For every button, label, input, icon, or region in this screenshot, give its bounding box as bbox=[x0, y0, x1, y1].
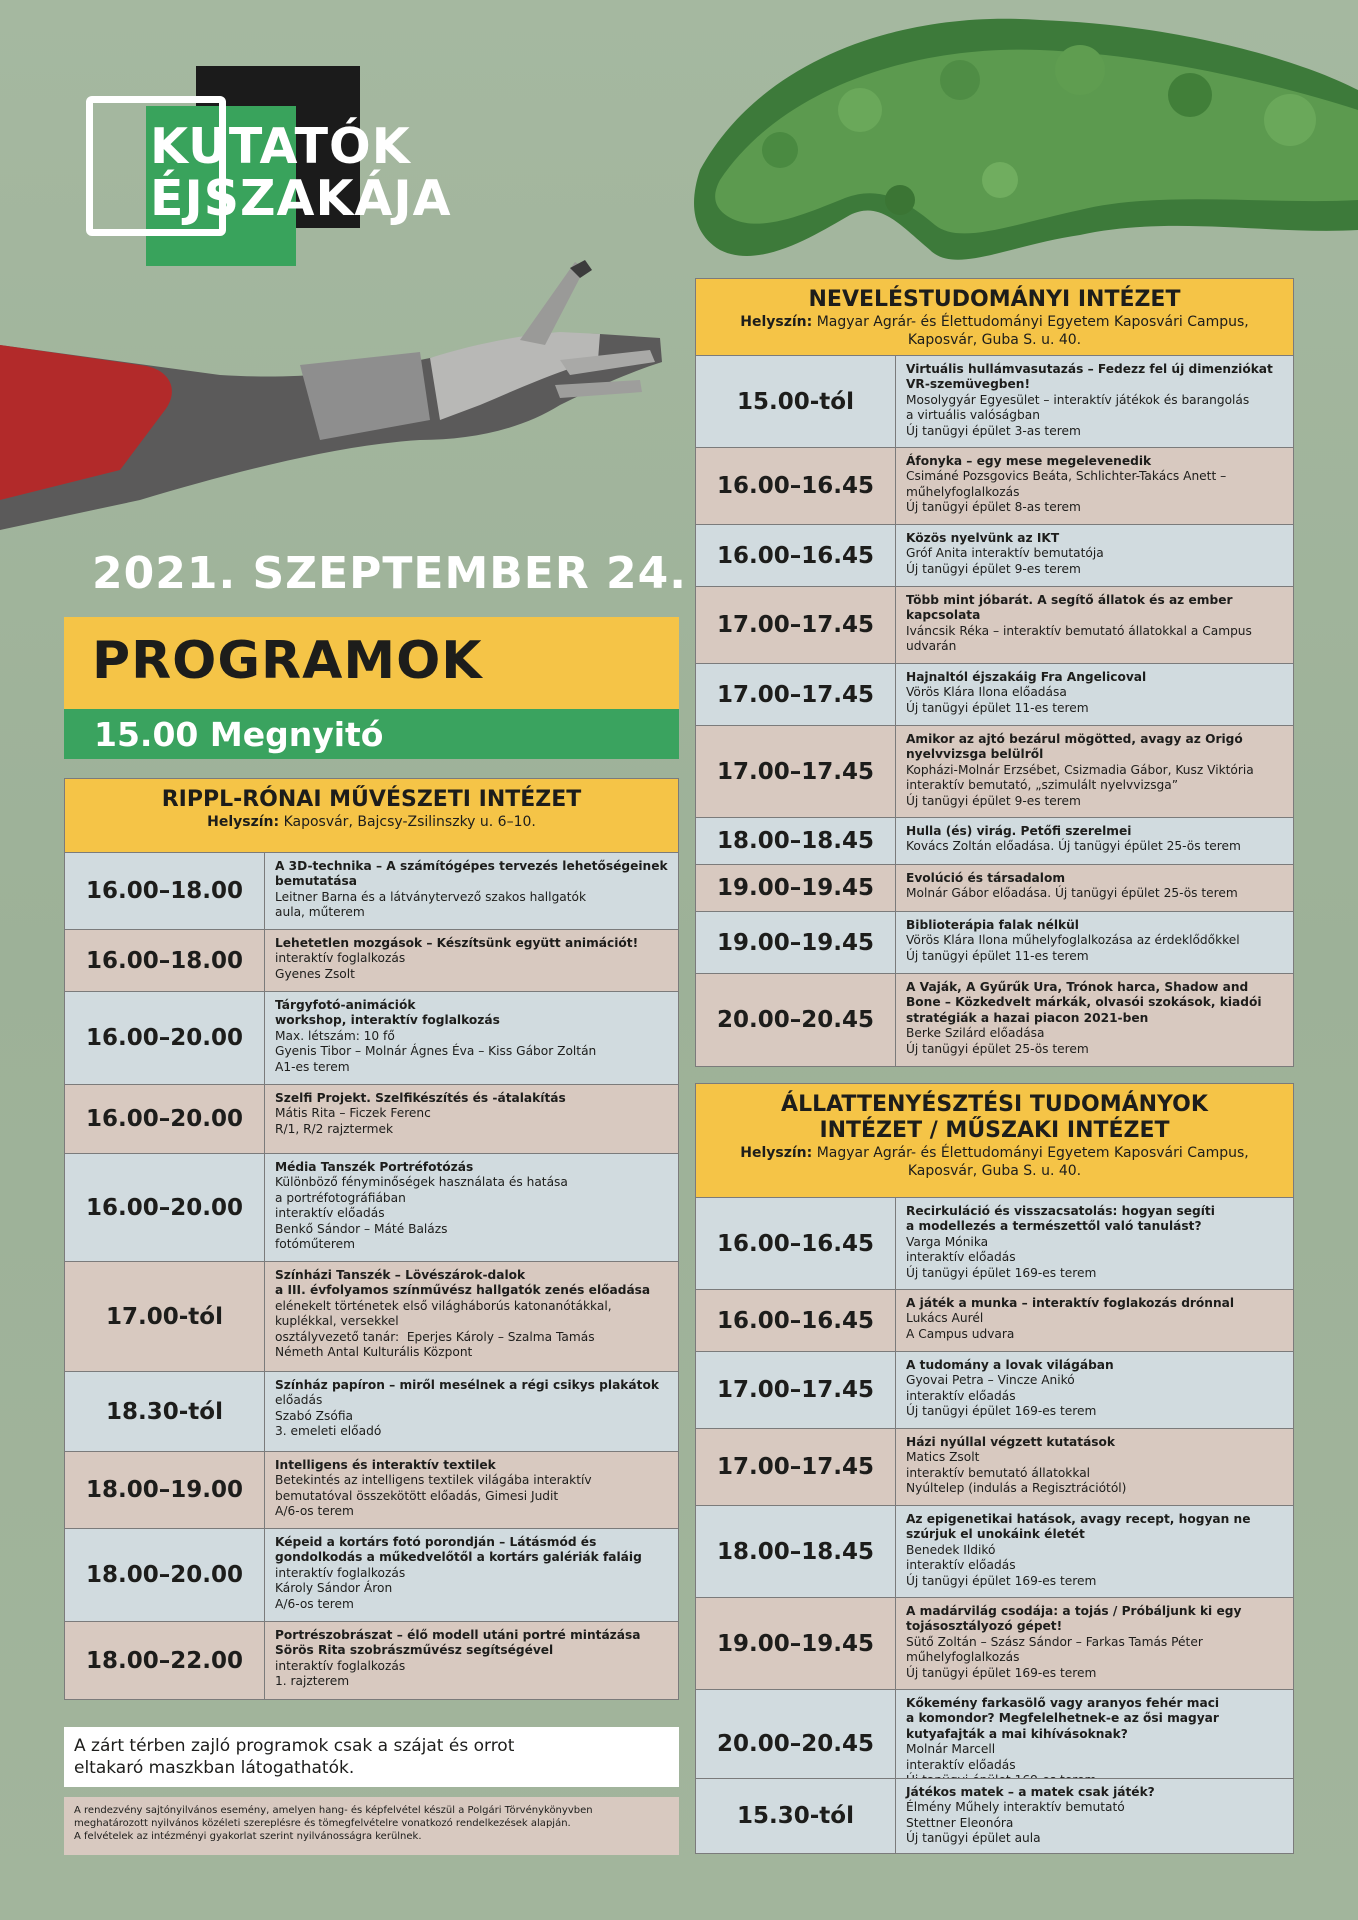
program-detail-line: elénekelt történetek első világháborús katonanótákkal, bbox=[275, 1298, 612, 1313]
program-title-line: Színház papíron – miről mesélnek a régi csikys plakátok bbox=[275, 1378, 659, 1392]
program-row bbox=[696, 448, 1293, 525]
program-time: 18.30-tól bbox=[65, 1372, 265, 1451]
program-row bbox=[65, 853, 678, 930]
section-rippl-ronai bbox=[64, 778, 679, 1700]
location-label: Helyszín: bbox=[207, 814, 280, 830]
program-detail-line: Max. létszám: 10 fő bbox=[275, 1028, 395, 1043]
program-detail-line: interaktív bemutató állatokkal bbox=[906, 1465, 1091, 1480]
program-detail-line: Molnár Marcell bbox=[906, 1742, 996, 1757]
program-title-line: Recirkuláció és visszacsatolás: hogyan segíti bbox=[906, 1204, 1215, 1218]
section-header bbox=[65, 779, 678, 853]
program-title-line: A Vaják, A Gyűrűk Ura, Trónok harca, Shadow and bbox=[906, 980, 1249, 994]
program-row bbox=[696, 356, 1293, 448]
program-title-line: Kőkemény farkasölő vagy aranyos fehér maci bbox=[906, 1696, 1220, 1710]
program-time: 19.00–19.45 bbox=[696, 1598, 896, 1689]
program-description bbox=[896, 587, 1262, 663]
program-row bbox=[696, 1352, 1293, 1429]
program-time: 17.00–17.45 bbox=[696, 1429, 896, 1505]
program-detail-line: interaktív előadás bbox=[275, 1206, 385, 1221]
program-detail-line: interaktív foglalkozás bbox=[275, 1658, 406, 1673]
program-description bbox=[265, 1622, 650, 1699]
program-time: 15.00-tól bbox=[696, 356, 896, 447]
program-title-line: gondolkodás a műkedvelőtől a kortárs galériák faláig bbox=[275, 1550, 642, 1565]
section-title: NEVELÉSTUDOMÁNYI INTÉZET bbox=[808, 287, 1181, 312]
program-time: 18.00–18.45 bbox=[696, 1506, 896, 1597]
program-time: 20.00–20.45 bbox=[696, 974, 896, 1066]
program-detail-line: Új tanügyi épület 169-es terem bbox=[906, 1265, 1097, 1280]
notice-line: A zárt térben zajló programok csak a szájat és orrot bbox=[74, 1736, 515, 1756]
program-detail-line: Kopházi-Molnár Erzsébet, Csizmadia Gábor, Kusz Viktória bbox=[906, 762, 1254, 777]
program-time: 17.00-tól bbox=[65, 1262, 265, 1371]
location-label: Helyszín: bbox=[740, 1145, 813, 1161]
program-row bbox=[696, 1506, 1293, 1598]
program-description bbox=[896, 1352, 1124, 1428]
program-detail-line: Mátis Rita – Ficzek Ferenc bbox=[275, 1106, 431, 1121]
program-detail-line: Különböző fényminőségek használata és hatása bbox=[275, 1175, 568, 1190]
program-row bbox=[696, 1429, 1293, 1506]
program-detail-line: Károly Sándor Áron bbox=[275, 1581, 393, 1596]
program-title-line: Hulla (és) virág. Petőfi szerelmei bbox=[906, 824, 1132, 838]
program-row bbox=[65, 1085, 678, 1154]
kutatok-ejszakaja-logo bbox=[86, 66, 486, 266]
program-detail-line: Szabó Zsófia bbox=[275, 1408, 353, 1423]
program-description bbox=[896, 356, 1283, 447]
program-detail-line: udvarán bbox=[906, 639, 957, 654]
program-row bbox=[696, 1779, 1293, 1853]
notice-line: eltakaró maszkban látogathatók. bbox=[74, 1758, 355, 1778]
program-time: 16.00–18.00 bbox=[65, 853, 265, 929]
program-detail-line: fotóműterem bbox=[275, 1237, 355, 1252]
section-extra bbox=[695, 1778, 1294, 1854]
program-detail-line: osztályvezető tanár: Eperjes Károly – Szalma Tamás bbox=[275, 1329, 595, 1344]
program-detail-line: interaktív foglalkozás bbox=[275, 1565, 406, 1580]
section-location bbox=[696, 313, 1293, 331]
program-detail-line: műhelyfoglalkozás bbox=[906, 1650, 1020, 1665]
program-detail-line: Új tanügyi épület aula bbox=[906, 1831, 1041, 1846]
program-time: 20.00–20.45 bbox=[696, 1690, 896, 1798]
program-detail-line: Új tanügyi épület 3-as terem bbox=[906, 423, 1081, 438]
program-time: 15.30-tól bbox=[696, 1779, 896, 1853]
program-row bbox=[65, 930, 678, 992]
program-title-line: tojásosztályozó gépet! bbox=[906, 1619, 1063, 1634]
program-description bbox=[896, 664, 1156, 725]
program-title-line: Áfonyka – egy mese megelevenedik bbox=[906, 454, 1152, 468]
section-title: INTÉZET / MŰSZAKI INTÉZET bbox=[819, 1118, 1170, 1143]
program-detail-line: a virtuális valóságban bbox=[906, 408, 1040, 423]
program-detail-line: Leitner Barna és a látványtervező szakos hallgatók bbox=[275, 889, 587, 904]
program-title-line: Tárgyfotó-animációk bbox=[275, 998, 416, 1012]
program-detail-line: Új tanügyi épület 9-es terem bbox=[906, 561, 1081, 576]
program-detail-line: 3. emeleti előadó bbox=[275, 1424, 382, 1439]
program-description bbox=[265, 992, 606, 1084]
program-description bbox=[265, 1529, 652, 1621]
program-detail-line: Stettner Eleonóra bbox=[906, 1815, 1014, 1830]
program-detail-line: a portréfotográfiában bbox=[275, 1190, 406, 1205]
program-time: 16.00–16.45 bbox=[696, 1198, 896, 1289]
program-title-line: a komondor? Megfelelhetnek-e az ősi magyar bbox=[906, 1711, 1219, 1726]
green-leaf-hand-illustration bbox=[694, 19, 1358, 260]
program-detail-line: Új tanügyi épület 169-es terem bbox=[906, 1573, 1097, 1588]
program-detail-line: műhelyfoglalkozás bbox=[906, 484, 1020, 499]
program-time: 19.00–19.45 bbox=[696, 912, 896, 973]
programs-heading: PROGRAMOK bbox=[92, 631, 483, 691]
program-detail-line: Iváncsik Réka – interaktív bemutató állatokkal a Campus bbox=[906, 623, 1252, 638]
section-title: RIPPL-RÓNAI MŰVÉSZETI INTÉZET bbox=[161, 787, 582, 812]
program-title-line: A tudomány a lovak világában bbox=[906, 1358, 1114, 1372]
program-time: 17.00–17.45 bbox=[696, 664, 896, 725]
location-text: Magyar Agrár- és Élettudományi Egyetem Kaposvári Campus, bbox=[816, 314, 1249, 330]
program-time: 16.00–18.00 bbox=[65, 930, 265, 991]
program-detail-line: Új tanügyi épület 169-es terem bbox=[906, 1404, 1097, 1419]
program-detail-line: A/6-os terem bbox=[275, 1504, 354, 1519]
program-title-line: Média Tanszék Portréfotózás bbox=[275, 1160, 474, 1174]
program-title-line: Portrészobrászat – élő modell utáni portré mintázása bbox=[275, 1628, 641, 1642]
program-description bbox=[896, 818, 1251, 864]
program-time: 16.00–16.45 bbox=[696, 525, 896, 586]
program-description bbox=[265, 853, 678, 929]
program-title-line: A madárvilág csodája: a tojás / Próbáljunk ki egy bbox=[906, 1604, 1242, 1618]
program-time: 18.00–18.45 bbox=[696, 818, 896, 864]
section-location bbox=[696, 331, 1293, 349]
section-location bbox=[696, 1144, 1293, 1162]
program-title-line: Közös nyelvünk az IKT bbox=[906, 531, 1060, 545]
program-row bbox=[696, 587, 1293, 664]
program-description bbox=[265, 1372, 669, 1451]
program-title-line: Evolúció és társadalom bbox=[906, 871, 1066, 885]
program-detail-line: Új tanügyi épület 25-ös terem bbox=[906, 1041, 1089, 1056]
program-time: 16.00–16.45 bbox=[696, 1290, 896, 1351]
program-description bbox=[265, 930, 648, 991]
program-time: 17.00–17.45 bbox=[696, 587, 896, 663]
opening-banner bbox=[64, 709, 679, 759]
program-detail-line: Új tanügyi épület 9-es terem bbox=[906, 793, 1081, 808]
program-detail-line: Gyenes Zsolt bbox=[275, 966, 355, 981]
program-detail-line: előadás bbox=[275, 1393, 323, 1408]
legal-line: meghatározott nyilvános közéleti szereplésre és tömegfelvételre vonatkozó rendelkezések alapján. bbox=[74, 1818, 571, 1829]
mask-notice bbox=[64, 1727, 679, 1787]
program-time: 16.00–20.00 bbox=[65, 1085, 265, 1153]
program-detail-line: interaktív előadás bbox=[906, 1558, 1016, 1573]
program-detail-line: Nyúltelep (indulás a Regisztrációtól) bbox=[906, 1481, 1127, 1496]
program-title-line: Hajnaltól éjszakáig Fra Angelicoval bbox=[906, 670, 1147, 684]
program-row bbox=[65, 992, 678, 1085]
program-detail-line: aula, műterem bbox=[275, 905, 365, 920]
program-detail-line: Lukács Aurél bbox=[906, 1311, 984, 1326]
program-title-line: A 3D-technika – A számítógépes tervezés lehetőségeinek bbox=[275, 859, 668, 873]
section-header bbox=[696, 1084, 1293, 1198]
program-row bbox=[65, 1372, 678, 1452]
program-row bbox=[65, 1529, 678, 1622]
program-detail-line: Gróf Anita interaktív bemutatója bbox=[906, 546, 1104, 561]
program-detail-line: Mosolygyár Egyesület – interaktív játékok és barangolás bbox=[906, 392, 1250, 407]
program-description bbox=[896, 912, 1250, 973]
program-title-line: workshop, interaktív foglalkozás bbox=[275, 1013, 500, 1028]
legal-line: A rendezvény sajtónyilvános esemény, amelyen hang- és képfelvétel készül a Polgári Törvénykönyvben bbox=[74, 1805, 593, 1816]
program-title-line: A játék a munka – interaktív foglakozás drónnal bbox=[906, 1296, 1235, 1310]
program-title-line: VR-szemüvegben! bbox=[906, 377, 1031, 392]
program-title-line: kapcsolata bbox=[906, 608, 981, 623]
section-neveles bbox=[695, 278, 1294, 1067]
program-row bbox=[696, 865, 1293, 912]
program-detail-line: Új tanügyi épület 11-es terem bbox=[906, 700, 1089, 715]
program-row bbox=[696, 818, 1293, 865]
program-detail-line: Élmény Műhely interaktív bemutató bbox=[906, 1800, 1125, 1815]
program-row bbox=[65, 1154, 678, 1262]
program-description bbox=[896, 974, 1272, 1066]
program-title-line: Képeid a kortárs fotó porondján – Látásmód és bbox=[275, 1535, 597, 1549]
program-description bbox=[896, 1506, 1260, 1597]
program-description bbox=[896, 865, 1248, 911]
program-detail-line: Vörös Klára Ilona műhelyfoglalkozása az érdeklődőkkel bbox=[906, 933, 1240, 948]
program-title-line: Az epigenetikai hatások, avagy recept, hogyan ne bbox=[906, 1512, 1251, 1526]
legal-line: A felvételek az intézményi gyakorlat szerint nyilvánosságra kerülnek. bbox=[74, 1831, 422, 1842]
program-description bbox=[896, 726, 1264, 817]
program-detail-line: Benedek Ildikó bbox=[906, 1542, 996, 1557]
location-label: Helyszín: bbox=[740, 314, 813, 330]
program-detail-line: Gyenis Tibor – Molnár Ágnes Éva – Kiss Gábor Zoltán bbox=[275, 1044, 597, 1059]
program-title-line: a modellezés a természettől való tanulást? bbox=[906, 1219, 1202, 1234]
program-time: 16.00–16.45 bbox=[696, 448, 896, 524]
location-text: Magyar Agrár- és Élettudományi Egyetem Kaposvári Campus, bbox=[816, 1145, 1249, 1161]
program-detail-line: interaktív előadás bbox=[906, 1757, 1016, 1772]
program-description bbox=[896, 1429, 1136, 1505]
program-title-line: Szelfi Projekt. Szelfikészítés és -átalakítás bbox=[275, 1091, 566, 1105]
program-title-line: Intelligens és interaktív textilek bbox=[275, 1458, 496, 1472]
program-title-line: Bone – Közkedvelt márkák, olvasói szokások, kiadói bbox=[906, 995, 1262, 1010]
program-detail-line: Csimáné Pozsgovics Beáta, Schlichter-Takács Anett – bbox=[906, 469, 1227, 484]
program-detail-line: Betekintés az intelligens textilek világába interaktív bbox=[275, 1473, 592, 1488]
program-row bbox=[696, 726, 1293, 818]
program-row bbox=[696, 912, 1293, 974]
programs-banner bbox=[64, 617, 679, 709]
program-description bbox=[896, 1290, 1244, 1351]
program-detail-line: Molnár Gábor előadása. Új tanügyi épület 25-ös terem bbox=[906, 886, 1238, 901]
program-detail-line: Új tanügyi épület 11-es terem bbox=[906, 948, 1089, 963]
program-title-line: Házi nyúllal végzett kutatások bbox=[906, 1435, 1116, 1449]
program-description bbox=[265, 1452, 602, 1528]
program-detail-line: kuplékkal, versekkel bbox=[275, 1314, 399, 1329]
program-detail-line: R/1, R/2 rajztermek bbox=[275, 1121, 394, 1136]
program-title-line: szúrjuk el unokáink életét bbox=[906, 1527, 1085, 1542]
program-row bbox=[696, 525, 1293, 587]
program-time: 19.00–19.45 bbox=[696, 865, 896, 911]
program-title-line: Lehetetlen mozgások – Készítsünk együtt animációt! bbox=[275, 936, 639, 950]
program-detail-line: Gyovai Petra – Vincze Anikó bbox=[906, 1373, 1075, 1388]
program-row bbox=[65, 1262, 678, 1372]
program-detail-line: A Campus udvara bbox=[906, 1326, 1015, 1341]
location-text: Kaposvár, Guba S. u. 40. bbox=[907, 332, 1082, 348]
program-description bbox=[265, 1262, 660, 1371]
program-detail-line: Németh Antal Kulturális Központ bbox=[275, 1345, 473, 1360]
program-title-line: bemutatása bbox=[275, 874, 357, 889]
program-detail-line: A1-es terem bbox=[275, 1059, 350, 1074]
program-detail-line: Kovács Zoltán előadása. Új tanügyi épület 25-ös terem bbox=[906, 839, 1241, 854]
robotic-arm-illustration bbox=[0, 260, 662, 530]
program-detail-line: interaktív előadás bbox=[906, 1388, 1016, 1403]
program-detail-line: interaktív foglalkozás bbox=[275, 951, 406, 966]
program-title-line: stratégiák a hazai piacon 2021-ben bbox=[906, 1010, 1149, 1025]
program-title-line: Biblioterápia falak nélkül bbox=[906, 918, 1079, 932]
program-row bbox=[696, 1198, 1293, 1290]
program-time: 18.00–22.00 bbox=[65, 1622, 265, 1699]
program-row bbox=[696, 1598, 1293, 1690]
program-detail-line: Benkő Sándor – Máté Balázs bbox=[275, 1221, 448, 1236]
section-header bbox=[696, 279, 1293, 356]
program-detail-line: 1. rajzterem bbox=[275, 1674, 350, 1689]
program-time: 16.00–20.00 bbox=[65, 992, 265, 1084]
program-detail-line: interaktív előadás bbox=[906, 1250, 1016, 1265]
program-title-line: Amikor az ajtó bezárul mögötted, avagy az Origó bbox=[906, 732, 1243, 746]
logo-line-1: KUTATÓK bbox=[150, 118, 411, 175]
section-location bbox=[696, 1162, 1293, 1180]
section-location bbox=[65, 813, 678, 831]
program-description bbox=[896, 1779, 1165, 1853]
program-time: 18.00–20.00 bbox=[65, 1529, 265, 1621]
program-description bbox=[896, 1598, 1251, 1689]
program-title-line: Virtuális hullámvasutazás – Fedezz fel új dimenziókat bbox=[906, 362, 1273, 376]
program-title-line: nyelvvizsga belülről bbox=[906, 747, 1044, 762]
opening-label: 15.00 Megnyitó bbox=[94, 715, 384, 754]
program-detail-line: Matics Zsolt bbox=[906, 1450, 980, 1465]
location-text: Kaposvár, Bajcsy-Zsilinszky u. 6–10. bbox=[283, 814, 536, 830]
program-description bbox=[265, 1154, 578, 1261]
program-title-line: Több mint jóbarát. A segítő állatok és az ember bbox=[906, 593, 1233, 607]
program-title-line: kutyafajták a mai kihívásoknak? bbox=[906, 1726, 1128, 1741]
program-row bbox=[696, 974, 1293, 1066]
program-time: 17.00–17.45 bbox=[696, 1352, 896, 1428]
program-title-line: a III. évfolyamos színművész hallgatók zenés előadása bbox=[275, 1283, 651, 1298]
program-row bbox=[65, 1452, 678, 1529]
event-date: 2021. SZEPTEMBER 24. bbox=[92, 548, 687, 599]
program-detail-line: Berke Szilárd előadása bbox=[906, 1026, 1045, 1041]
program-title-line: Játékos matek – a matek csak játék? bbox=[906, 1785, 1155, 1799]
program-detail-line: Új tanügyi épület 8-as terem bbox=[906, 500, 1081, 515]
logo-line-2: ÉJSZAKÁJA bbox=[150, 170, 452, 227]
program-description bbox=[896, 1198, 1225, 1289]
program-time: 16.00–20.00 bbox=[65, 1154, 265, 1261]
section-allattenyesztes bbox=[695, 1083, 1294, 1799]
program-detail-line: bemutatóval összekötött előadás, Gimesi Judit bbox=[275, 1488, 559, 1503]
program-title-line: Színházi Tanszék – Lövészárok-dalok bbox=[275, 1268, 526, 1282]
program-detail-line: Új tanügyi épület 169-es terem bbox=[906, 1665, 1097, 1680]
program-detail-line: Vörös Klára Ilona előadása bbox=[906, 685, 1067, 700]
program-description bbox=[896, 525, 1114, 586]
program-row bbox=[696, 1290, 1293, 1352]
program-description bbox=[265, 1085, 576, 1153]
program-time: 18.00–19.00 bbox=[65, 1452, 265, 1528]
program-description bbox=[896, 448, 1236, 524]
legal-notice bbox=[64, 1797, 679, 1855]
program-detail-line: Sütő Zoltán – Szász Sándor – Farkas Tamás Péter bbox=[906, 1634, 1203, 1649]
program-row bbox=[65, 1622, 678, 1699]
program-detail-line: Varga Mónika bbox=[906, 1234, 989, 1249]
program-detail-line: A/6-os terem bbox=[275, 1596, 354, 1611]
program-title-line: Sörös Rita szobrászművész segítségével bbox=[275, 1643, 554, 1658]
program-detail-line: interaktív bemutató, „szimulált nyelvvizsga” bbox=[906, 778, 1179, 793]
program-row bbox=[696, 664, 1293, 726]
location-text: Kaposvár, Guba S. u. 40. bbox=[907, 1163, 1082, 1179]
section-title: ÁLLATTENYÉSZTÉSI TUDOMÁNYOK bbox=[781, 1092, 1208, 1117]
program-time: 17.00–17.45 bbox=[696, 726, 896, 817]
